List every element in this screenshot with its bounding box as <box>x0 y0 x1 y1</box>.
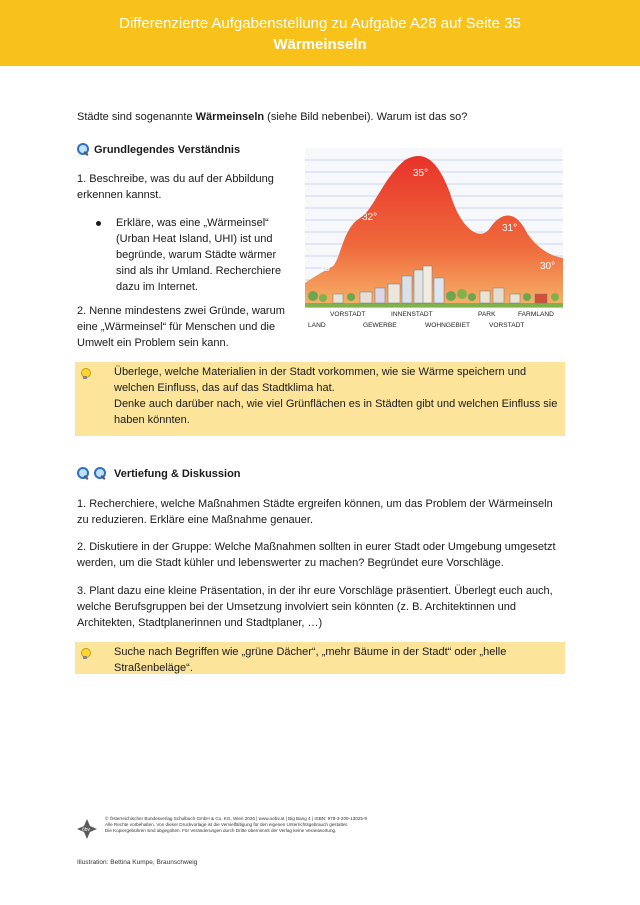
zone-label-top: FARMLAND <box>518 311 554 318</box>
copyright-notice <box>105 816 505 834</box>
task-2-reasons: 2. Nenne mindestens zwei Gründe, warum eine „Wärmeinsel“ für Menschen und die Umwelt ein Problem sein kann. <box>77 305 285 349</box>
bullet-text: Erkläre, was eine „Wärmeinsel“ (Urban Heat Island, UHI) ist und begründe, warum Städte wärmer sind als ihr Umland. Recherchiere dazu im Internet. <box>116 217 282 293</box>
zone-label-top: PARK <box>478 311 496 318</box>
bullet-dot <box>96 221 101 226</box>
illustration-credit: Illustration: Bettina Kumpe, Braunschweig <box>77 859 198 866</box>
intro-question <box>77 111 577 123</box>
zone-label-bottom: VORSTADT <box>489 322 525 329</box>
page-header <box>0 0 640 66</box>
temp-label: 30° <box>540 261 556 272</box>
publisher-logo <box>76 818 98 840</box>
section-advanced-title <box>77 467 241 480</box>
section-basic-title <box>77 143 240 156</box>
copyright-line: © Österreichischer Bundesverlag Schulbuch GmbH & Co. KG, Wien 2026 | www.oebv.at | Big Bang 4 | ISBN: 978-3-209-13025-9 <box>105 816 367 821</box>
zone-label-bottom: GEWERBE <box>363 322 397 329</box>
copyright-line: Die Kopiergebühren sind abgegolten. Für Veränderungen durch Dritte übernimmt der Verlag keine Verantwortung. <box>105 828 337 833</box>
intro-keyword: Wärmeinseln <box>195 111 265 123</box>
zone-label-bottom: LAND <box>308 322 326 329</box>
zone-labels <box>308 311 554 329</box>
hint-text-green: Denke auch darüber nach, wie viel Grünflächen es in Städten gibt und welchen Einfluss sie haben könnten. <box>114 398 558 426</box>
zone-label-bottom: WOHNGEBIET <box>425 322 471 329</box>
task-discuss-group: 2. Diskutiere in der Gruppe: Welche Maßnahmen sollten in eurer Stadt oder Umgebung umgesetzt werden, um die Stadt kühler und lebenswerter zu machen? Begründet eure Vorschläge. <box>77 541 556 569</box>
heat-island-illustration <box>305 148 563 332</box>
intro-text-before: Städte sind sogenannte <box>77 111 196 123</box>
magnifier-icon <box>77 467 90 480</box>
bullet-explain-uhi <box>96 215 286 295</box>
lightbulb-icon <box>81 648 89 658</box>
temp-label: 35° <box>413 168 429 179</box>
temp-label: 32° <box>362 212 378 223</box>
section-basic-label: Grundlegendes Verständnis <box>94 143 241 156</box>
intro-text-after: (siehe Bild nebenbei). Warum ist das so? <box>264 111 468 123</box>
zone-label-top: VORSTADT <box>330 311 366 318</box>
magnifier-icon <box>77 143 90 156</box>
hint-box-materials <box>75 362 565 436</box>
hint-text-materials: Überlege, welche Materialien in der Stadt vorkommen, wie sie Wärme speichern und welchen Einfluss, das auf das Stadtklima hat. <box>114 366 527 394</box>
hint-box-search-terms <box>75 642 565 674</box>
magnifier-icon <box>94 467 107 480</box>
task-presentation: 3. Plant dazu eine kleine Präsentation, in der ihr eure Vorschläge präsentiert. Überlegt euch auch, welche Berufsgruppen bei der Umsetzung involviert sein könnten (z. B. Architektinnen und Architekten, Stadtplanerinnen und Stadtplaner, …) <box>77 585 553 629</box>
task-1-describe: 1. Beschreibe, was du auf der Abbildung erkennen kannst. <box>77 173 274 201</box>
hint-text-search-terms: Suche nach Begriffen wie „grüne Dächer“, „mehr Bäume in der Stadt“ oder „helle Straßenbeläge“. <box>114 646 507 674</box>
zone-label-top: INNENSTADT <box>391 311 433 318</box>
temp-label: 29° <box>319 263 335 274</box>
svg-text:öbv: öbv <box>82 827 91 833</box>
header-title: Differenzierte Aufgabenstellung zu Aufgabe A28 auf Seite 35 <box>119 15 521 32</box>
section-advanced-label: Vertiefung & Diskussion <box>114 467 241 480</box>
header-subtitle: Wärmeinseln <box>273 36 367 53</box>
temp-label: 31° <box>502 223 518 234</box>
copyright-line: Alle Rechte vorbehalten. Von dieser Druckvorlage ist die Vervielfältigung für den eigenen Unterrichtsgebrauch gestattet. <box>105 822 349 827</box>
task-research-measures: 1. Recherchiere, welche Maßnahmen Städte ergreifen können, um das Problem der Wärmeinseln zu reduzieren. Erkläre eine Maßnahme genauer. <box>77 498 553 526</box>
lightbulb-icon <box>81 368 89 378</box>
